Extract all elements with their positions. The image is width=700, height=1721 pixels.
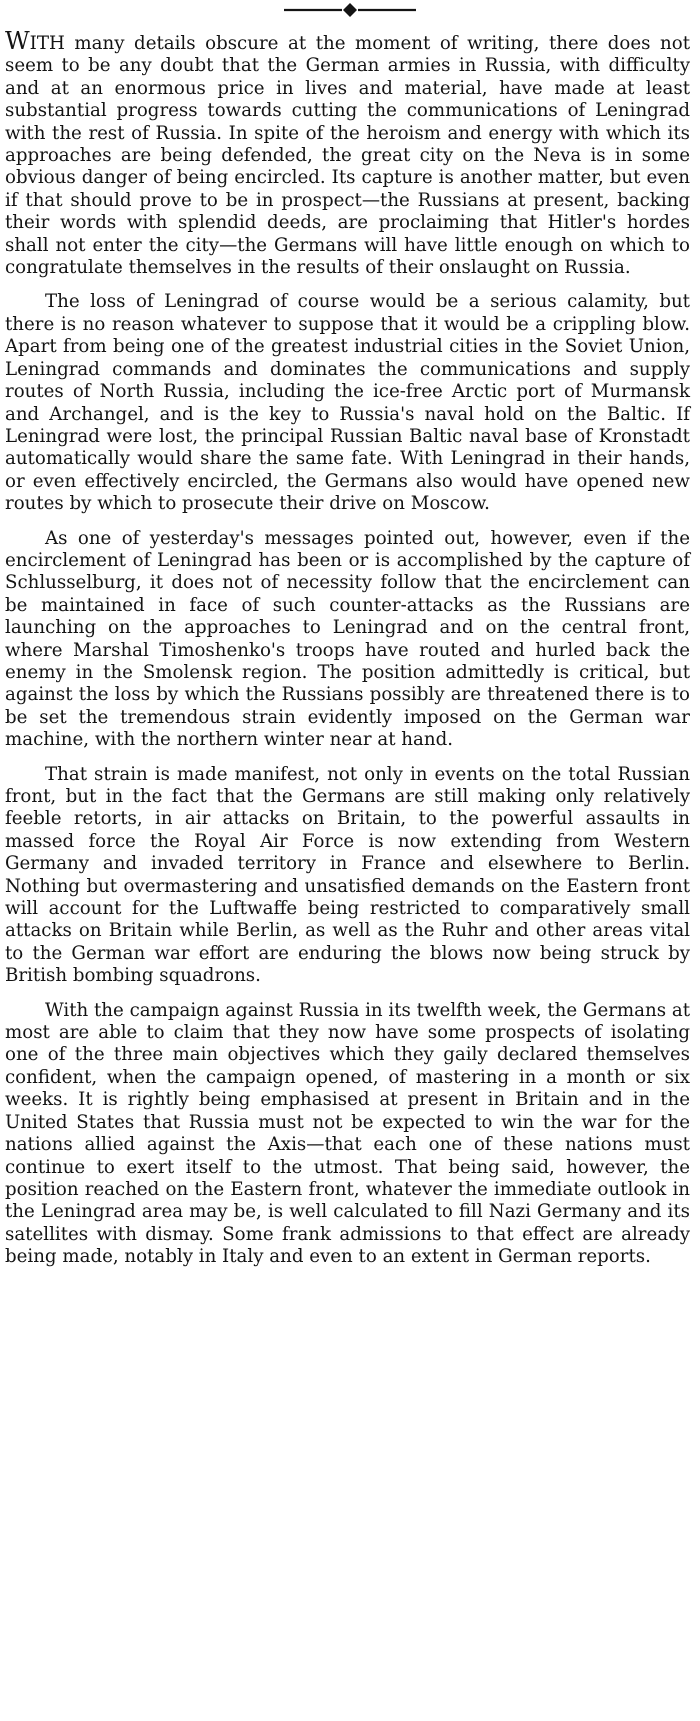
drop-initial: W (5, 27, 30, 55)
article-paragraph-4: That strain is made manifest, not only in events on the total Russian front, but in the fact that the Germans are still making only relatively feeble retorts, in air attacks on Britain, to the powerful assaults in massed force the Royal Air Force is now extending from Western Germany and invaded territory in France and elsewhere to Berlin. Nothing but overmastering and unsatisfied demands on the Eastern front will account for the Luftwaffe being restricted to comparatively small attacks on Britain while Berlin, as well as the Ruhr and other areas vital to the German war effort are enduring the blows now being struck by British bombing squadrons. (5, 763, 690, 987)
ornamental-rule (280, 0, 420, 20)
paragraph-1-text: ITH many details obscure at the moment of writing, there does not seem to be any doubt that the German armies in Russia, with difficulty and at an enormous price in lives and material, have made at least substantial progress towards cutting the communications of Leningrad with the rest of Russia. In spite of the heroism and energy with which its approaches are being defended, the great city on the Neva is in some obvious danger of being encircled. Its capture is another matter, but even if that should prove to be in prospect—the Russians at present, backing their words with splendid deeds, are proclaiming that Hitler's hordes shall not enter the city—the Germans will have little enough on which to congratulate themselves in the results of their onslaught on Russia. (5, 33, 690, 279)
article-paragraph-5: With the campaign against Russia in its twelfth week, the Germans at most are able to claim that they now have some prospects of isolating one of the three main objectives which they gaily declared themselves confident, when the campaign opened, of mastering in a month or six weeks. It is rightly being emphasised at present in Britain and in the United States that Russia must not be expected to win the war for the nations allied against the Axis—that each one of these nations must continue to exert itself to the utmost. That being said, however, the position reached on the Eastern front, whatever the immediate outlook in the Leningrad area may be, is well calculated to fill Nazi Germany and its satellites with dismay. Some frank admissions to that effect are already being made, notably in Italy and even to an extent in German reports. (5, 999, 690, 1268)
article-paragraph-1 (5, 27, 690, 279)
article-paragraph-2: The loss of Leningrad of course would be a serious calamity, but there is no reason whatever to suppose that it would be a crippling blow. Apart from being one of the greatest industrial cities in the Soviet Union, Leningrad commands and dominates the communications and supply routes of North Russia, including the ice-free Arctic port of Murmansk and Archangel, and is the key to Russia's naval hold on the Baltic. If Leningrad were lost, the principal Russian Baltic naval base of Kronstadt automatically would share the same fate. With Leningrad in their hands, or even effectively encircled, the Germans also would have opened new routes by which to prosecute their drive on Moscow. (5, 291, 690, 515)
article-paragraph-3: As one of yesterday's messages pointed out, however, even if the encirclement of Leningrad has been or is accomplished by the capture of Schlusselburg, it does not of necessity follow that the encirclement can be maintained in face of such counter-attacks as the Russians are launching on the approaches to Leningrad and on the central front, where Marshal Timoshenko's troops have routed and hurled back the enemy in the Smolensk region. The position admittedly is critical, but against the loss by which the Russians possibly are threatened there is to be set the tremendous strain evidently imposed on the German war machine, with the northern winter near at hand. (5, 527, 690, 751)
